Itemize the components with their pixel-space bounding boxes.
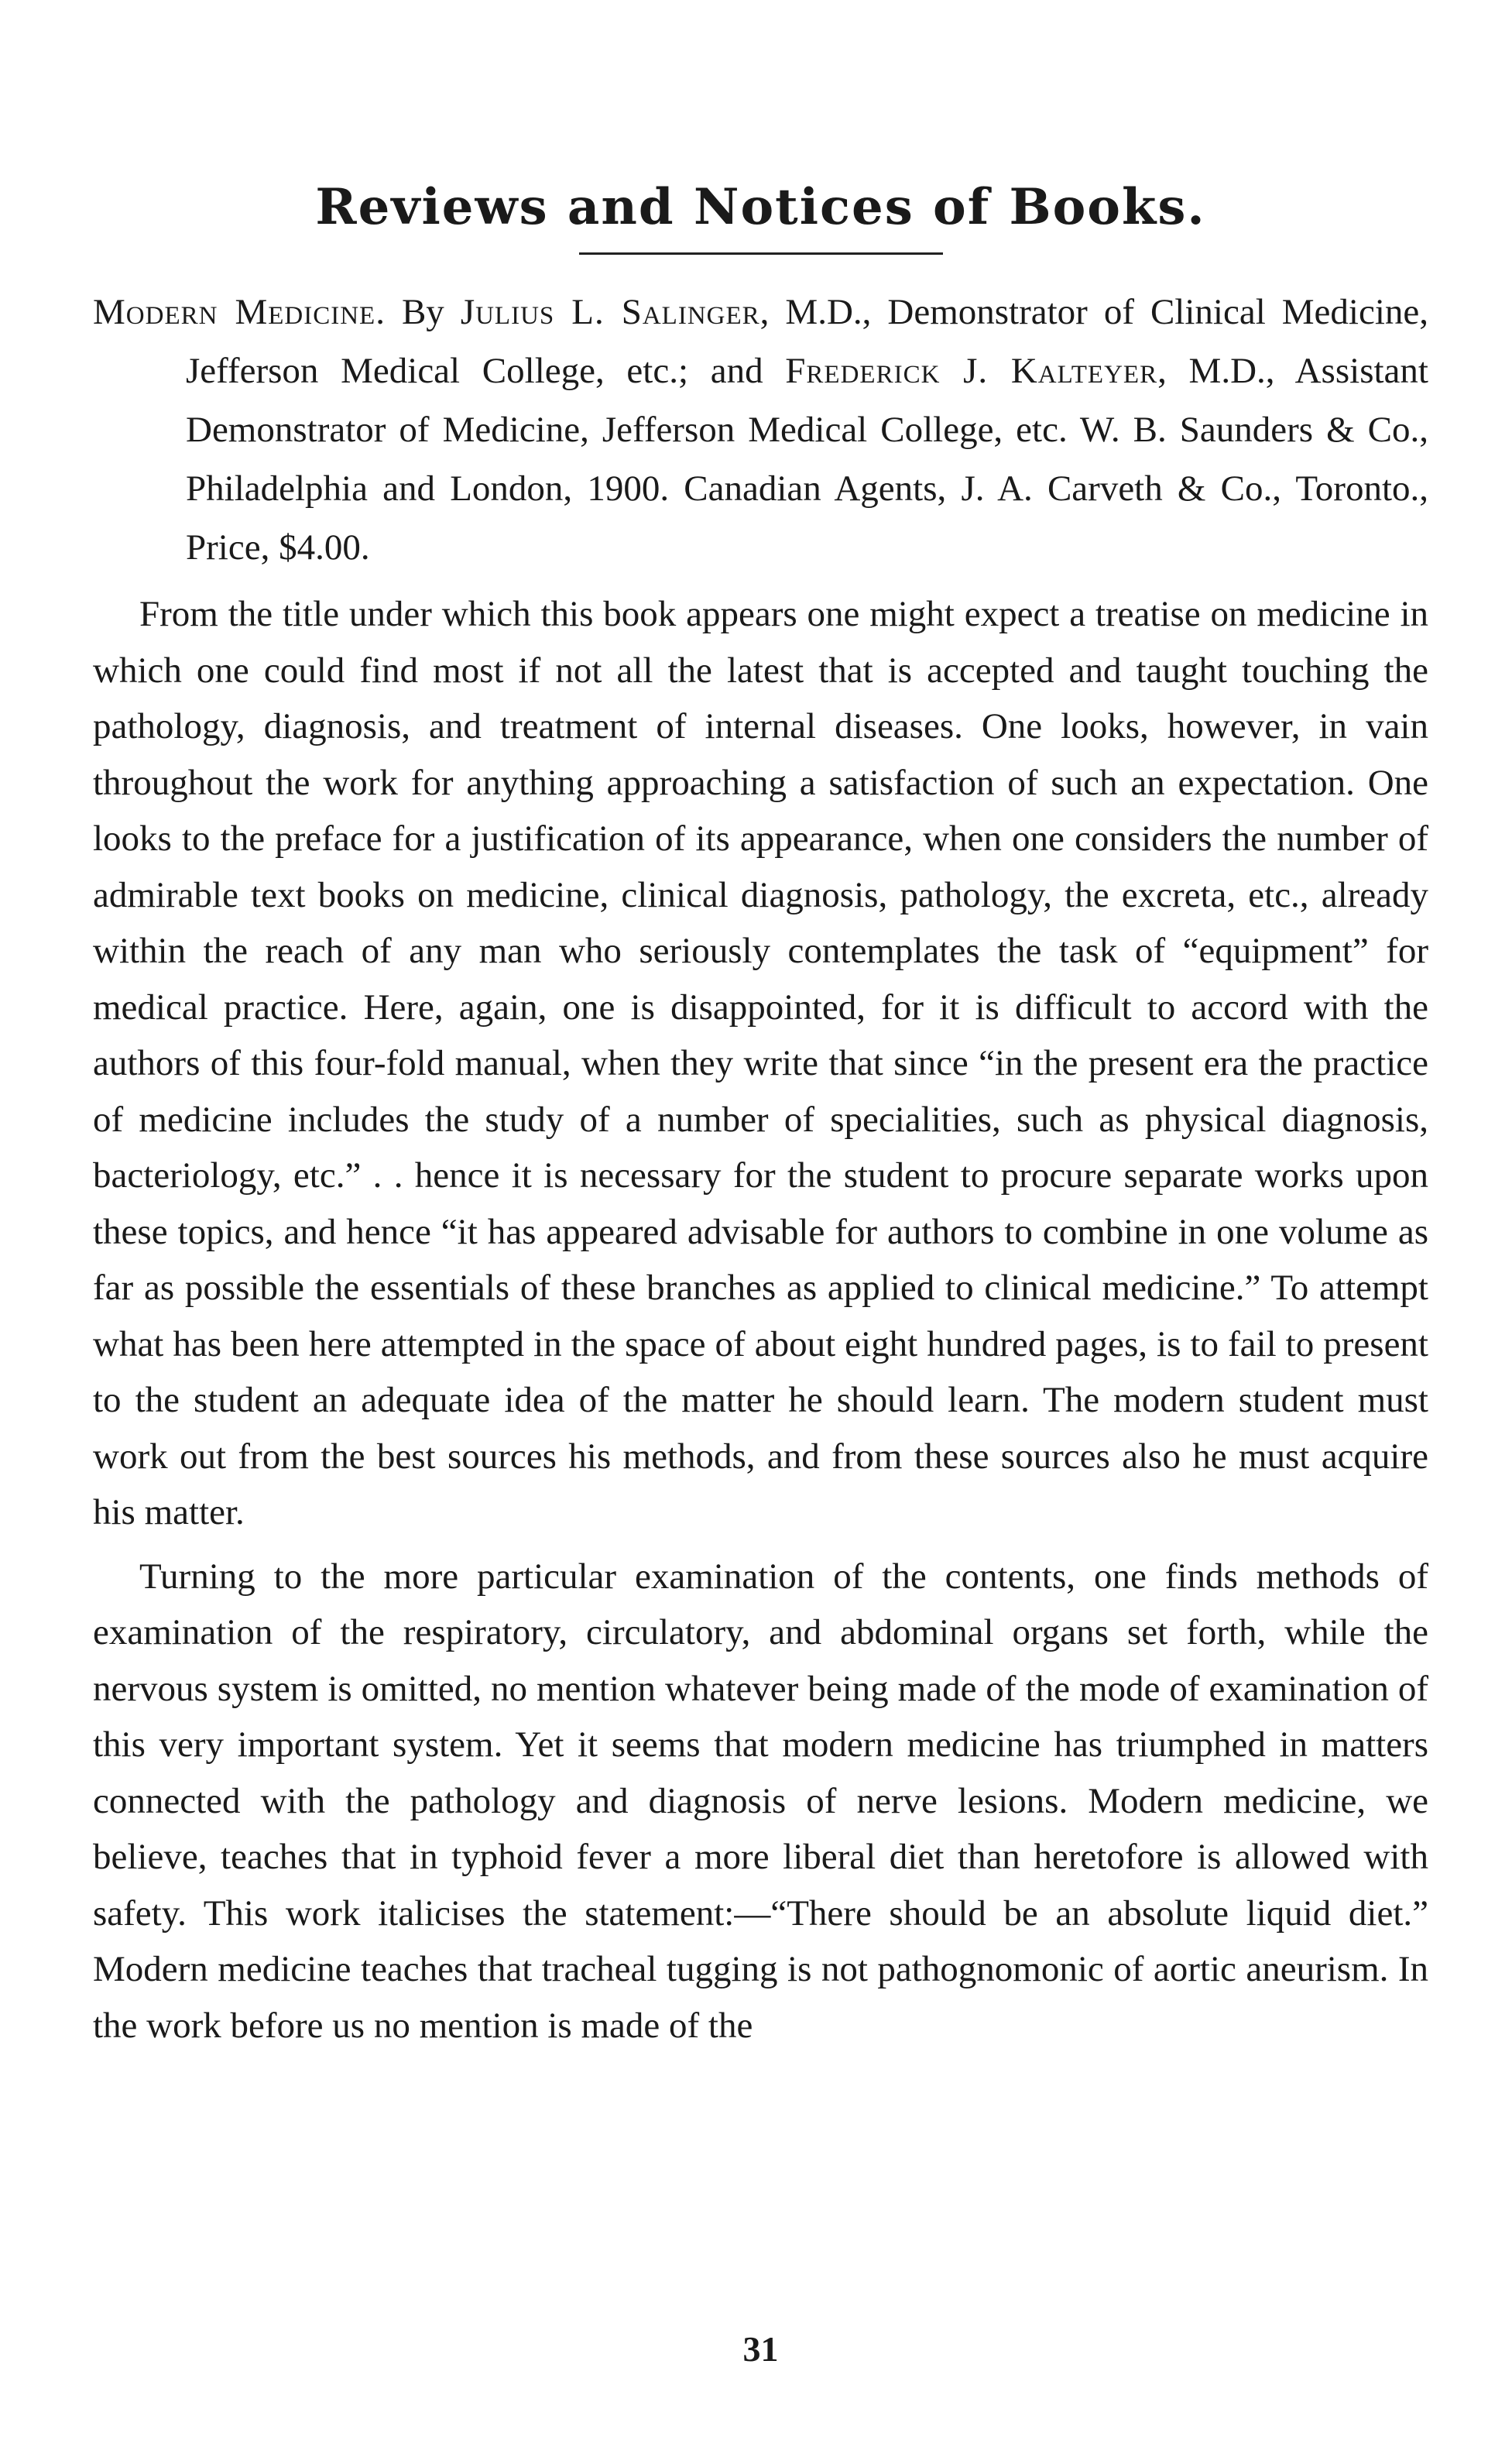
page-number: 31 (742, 2329, 779, 2369)
book-title: Modern Medicine. (93, 292, 386, 332)
body-paragraph: From the title under which this book appears one might expect a treatise on medicine in which one could find most if not all the latest that is accepted and taught touching the pathology, diagnosis, and treatment of internal diseases. One looks, however, in vain throughout the work for anything approaching a satisfaction of such an expectation. One looks to the preface for a justification of its appearance, when one considers the number of admirable text books on medicine, clinical diagnosis, pathology, the excreta, etc., already within the reach of any man who seriously contemplates the task of “equipment” for medical practice. Here, again, one is disappointed, for it is difficult to accord with the authors of this four-fold manual, when they write that since “in the present era the practice of medicine includes the study of a number of specialities, such as physical diagnosis, bacteriology, etc.” . . hence it is necessary for the student to procure separate works upon these topics, and hence “it has appeared advisable for authors to combine in one volume as far as possible the essentials of these branches as applied to clinical medicine.” To attempt what has been here attempted in the space of about eight hundred pages, is to fail to present to the student an adequate idea of the matter he should learn. The modern student must work out from the best sources his methods, and from these sources also he must acquire his matter. (93, 594, 1428, 1532)
body-paragraph: Turning to the more particular examination of the contents, one finds methods of examination of the respiratory, circulatory, and abdominal organs set forth, while the nervous system is omitted, no mention whatever being made of the mode of examination of this very important system. Yet it seems that modern medicine has triumphed in matters connected with the pathology and diagnosis of nerve lesions. Modern medicine, we believe, teaches that in typhoid fever a more liberal diet than heretofore is allowed with safety. This work italicises the statement:—“There should be an absolute liquid diet.” Modern medicine teaches that tracheal tugging is not pathognomonic of aortic aneurism. In the work before us no mention is made of the (93, 1556, 1428, 2046)
author-description: , M.D., Demonstrator of Clinical Medicine, Jefferson Medical College, etc.; and (186, 292, 1428, 391)
bibliographic-entry (93, 283, 1428, 577)
heading-rule (579, 252, 943, 255)
author-name: Frederick J. Kalteyer (785, 351, 1158, 391)
by-text: By (385, 292, 461, 332)
book-page (93, 93, 1428, 2385)
publication-details: , M.D., Assistant Demonstrator of Medicine, Jefferson Medical College, etc. W. B. Saunders & Co., Philadelphia and London, 1900. Canadian Agents, J. A. Carveth & Co., Toronto., Price, $4.00. (186, 351, 1428, 568)
page-heading: Reviews and Notices of Books. (315, 178, 1206, 236)
author-name: Julius L. Salinger (460, 292, 760, 332)
